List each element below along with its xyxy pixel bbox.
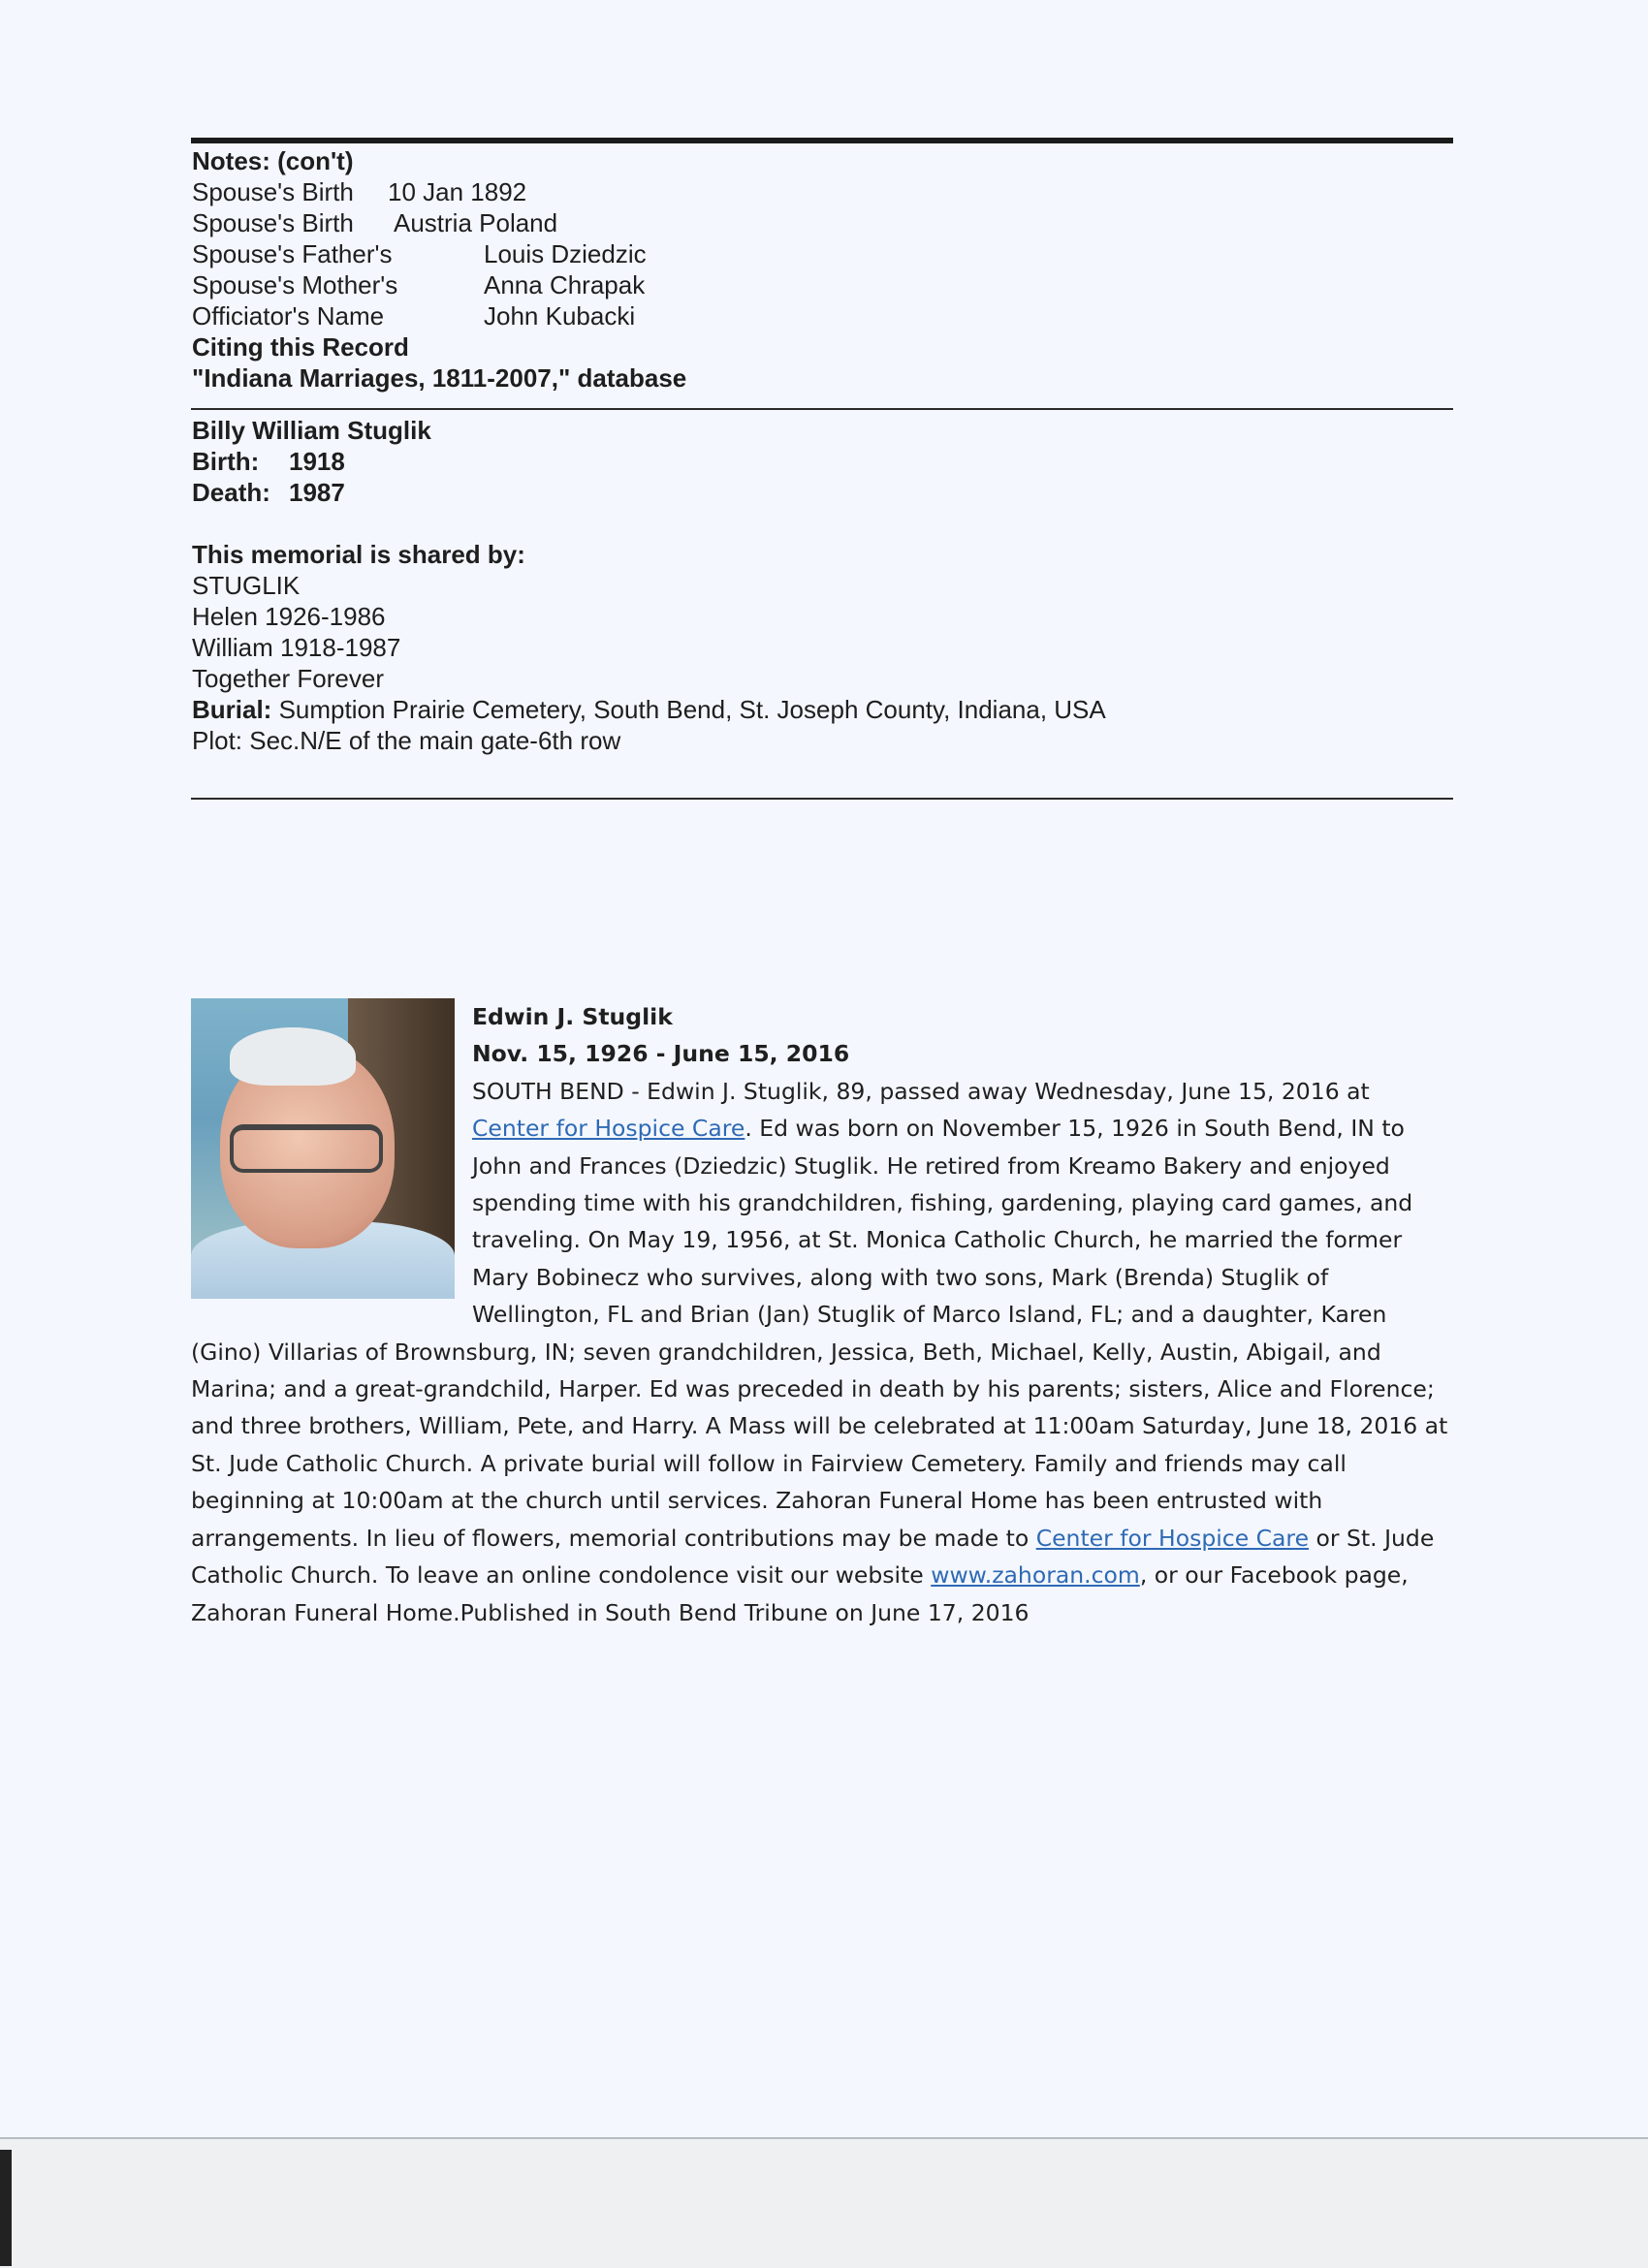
- notes-row: [192, 269, 686, 300]
- notes-row-value: Louis Dziedzic: [484, 239, 647, 268]
- death-value: 1987: [289, 478, 345, 507]
- citation: "Indiana Marriages, 1811-2007," database: [192, 363, 687, 393]
- notes-section: [192, 145, 686, 394]
- memorial-section: [192, 415, 1106, 756]
- burial-line: [192, 694, 1106, 725]
- obituary-text: , or our Facebook page, Zahoran Funeral Home.Published in South Bend Tribune on June 17, 2016: [191, 1561, 1409, 1626]
- hospice-link[interactable]: Center for Hospice Care: [1035, 1524, 1310, 1552]
- birth-label: Birth:: [192, 447, 260, 476]
- notes-row: [192, 176, 686, 207]
- notes-row-label: Officiator's Name: [192, 301, 385, 331]
- section-divider: [191, 408, 1453, 410]
- shared-heading: This memorial is shared by:: [192, 540, 525, 569]
- notes-row-value: 10 Jan 1892: [388, 177, 527, 206]
- notes-row: [192, 238, 686, 269]
- obituary-text: or St. Jude Catholic Church. To leave an online condolence visit our website: [191, 1524, 1435, 1590]
- obituary: [191, 998, 1451, 1631]
- shared-line: Together Forever: [192, 664, 384, 693]
- burial-label: Burial:: [192, 695, 272, 724]
- notes-row-value: John Kubacki: [484, 301, 636, 331]
- notes-row: [192, 300, 686, 331]
- notes-heading: Notes: (con't): [192, 146, 354, 175]
- notes-row-label: Spouse's Birth: [192, 177, 354, 206]
- memorial-death: [192, 477, 1106, 508]
- death-label: Death:: [192, 478, 270, 507]
- birth-value: 1918: [289, 447, 345, 476]
- notes-row-label: Spouse's Father's: [192, 239, 393, 268]
- shared-line: STUGLIK: [192, 571, 301, 600]
- notes-row: [192, 207, 686, 238]
- hospice-link[interactable]: Center for Hospice Care: [472, 1115, 745, 1143]
- burial-value: Sumption Prairie Cemetery, South Bend, St. Joseph County, Indiana, USA: [278, 695, 1106, 724]
- section-divider: [191, 798, 1453, 800]
- scan-bottom-edge: [0, 2137, 1648, 2268]
- notes-row-value: Austria Poland: [394, 208, 558, 237]
- shared-line: William 1918-1987: [192, 633, 401, 662]
- notes-row-label: Spouse's Mother's: [192, 270, 398, 299]
- scan-shadow: [0, 2150, 12, 2266]
- notes-row-value: Anna Chrapak: [484, 270, 646, 299]
- obituary-text: . Ed was born on November 15, 1926 in South Bend, IN to John and Frances (Dziedzic) Stuglik. He retired from Kreamo Bakery and enjoyed spending time with his grandchildren, fishing, gardening, playing card games, and traveling. On May 19, 1956, at St. Monica Catholic Church, he married the former Mary Bobinecz who survives, along with two sons, Mark (Brenda) Stuglik of Wellington, FL and Brian (Jan) Stuglik of Marco Island, FL; and a daughter, Karen (Gino) Villarias of Brownsburg, IN; seven grandchildren, Jessica, Beth, Michael, Kelly, Austin, Abigail, and Marina; and a great-grandchild, Harper. Ed was preceded in death by his parents; sisters, Alice and Florence; and three brothers, William, Pete, and Harry. A Mass will be celebrated at 11:00am Saturday, June 18, 2016 at St. Jude Catholic Church. A private burial will follow in Fairview Cemetery. Family and friends may call beginning at 10:00am at the church until services. Zahoran Funeral Home has been entrusted with arrangements. In lieu of flowers, memorial contributions may be made to: [191, 1115, 1448, 1552]
- top-divider: [191, 138, 1453, 143]
- shared-line: Helen 1926-1986: [192, 602, 386, 631]
- obituary-name: Edwin J. Stuglik: [472, 1003, 673, 1030]
- memorial-name: Billy William Stuglik: [192, 416, 431, 445]
- obituary-text: SOUTH BEND - Edwin J. Stuglik, 89, passed away Wednesday, June 15, 2016 at: [472, 1077, 1370, 1105]
- obituary-dates: Nov. 15, 1926 - June 15, 2016: [472, 1040, 850, 1068]
- memorial-birth: [192, 446, 1106, 477]
- notes-row-label: Spouse's Birth: [192, 208, 354, 237]
- citing-heading: Citing this Record: [192, 332, 409, 362]
- plot-line: Plot: Sec.N/E of the main gate-6th row: [192, 726, 621, 755]
- website-link[interactable]: www.zahoran.com: [931, 1561, 1140, 1590]
